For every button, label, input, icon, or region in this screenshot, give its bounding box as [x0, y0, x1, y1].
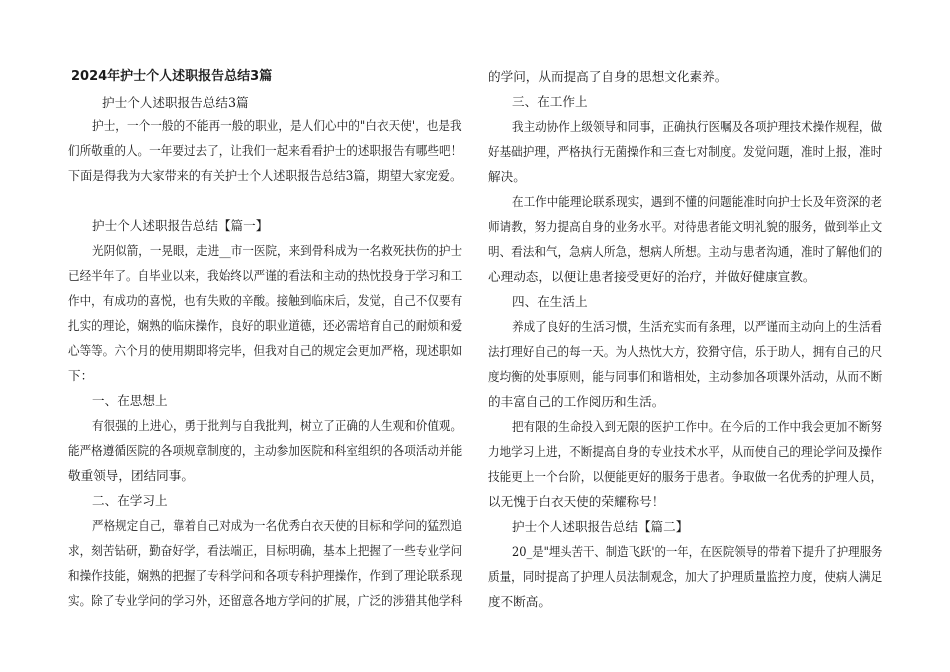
intro-line: 下面是得我为大家带来的有关护士个人述职报告总结3篇，期望大家宠爱。 [68, 168, 463, 183]
paragraph-line: 心等等。六个月的使用期即将完毕，但我对自己的规定会更加严格，现述职如 [68, 343, 463, 358]
paragraph-line: 度不断高。 [488, 594, 551, 609]
paragraph-line: 我主动协作上级领导和同事，正确执行医嘱及各项护理技术操作规程，做 [512, 119, 882, 134]
intro-line: 们所敬重的人。一年要过去了，让我们一起来看看护士的述职报告有哪些吧！ [68, 143, 463, 158]
subheading-study: 二、在学习上 [92, 493, 168, 508]
paragraph-line: 度均衡的处事原则，能与同事们和谐相处，主动参加各项课外活动，从而不断 [488, 369, 883, 384]
subheading-work: 三、在工作上 [512, 94, 588, 109]
document-title: 2024年护士个人述职报告总结3篇 [71, 69, 273, 84]
paragraph-line: 以无愧于白衣天使的荣耀称号！ [488, 494, 665, 509]
paragraph-line: 的学问，从而提高了自身的思想文化素养。 [488, 69, 728, 84]
paragraph-line: 扎实的理论，娴熟的临床操作，良好的职业道德，还必需培育自己的耐烦和爱 [68, 318, 463, 333]
paragraph-line: 20_是"埋头苦干、制造飞跃'的一年，在医院领导的带着下提升了护理服务 [512, 544, 883, 559]
paragraph-line: 在工作中能理论联系现实，遇到不懂的问题能准时向护士长及年资深的老 [512, 194, 882, 209]
paragraph-line: 技能更上一个台阶，以便能更好的服务于患者。争取做一名优秀的护理人员， [488, 469, 883, 484]
intro-line: 护士，一个一般的不能再一般的职业，是人们心中的"白衣天使'，也是我 [92, 118, 462, 133]
paragraph-line: 解决。 [488, 169, 526, 184]
paragraph-line: 把有限的生命投入到无限的医护工作中。在今后的工作中我会更加不断努 [512, 419, 882, 434]
paragraph-line: 质量，同时提高了护理人员法制观念，加大了护理质量监控力度，使病人满足 [488, 569, 883, 584]
paragraph-line: 的丰富自己的工作阅历和生活。 [488, 394, 665, 409]
paragraph-line: 力地学习上进，不断提高自身的专业技术水平，从而使自己的理论学问及操作 [488, 444, 883, 459]
paragraph-line: 严格规定自己，靠着自己对成为一名优秀白衣天使的目标和学问的猛烈追 [92, 518, 462, 533]
paragraph-line: 下： [68, 368, 94, 383]
section-heading-part2: 护士个人述职报告总结【篇二】 [512, 519, 689, 534]
paragraph-line: 光阴似箭，一晃眼，走进__市一医院，来到骨科成为一名救死扶伤的护士 [92, 243, 462, 258]
subheading-life: 四、在生活上 [512, 294, 588, 309]
paragraph-line: 养成了良好的生活习惯，生活充实而有条理，以严谨而主动向上的生活看 [512, 319, 882, 334]
paragraph-line: 求，刻苦钻研，勤奋好学，看法端正，目标明确，基本上把握了一些专业学问 [68, 543, 463, 558]
paragraph-line: 明、看法和气，急病人所急，想病人所想。主动与患者沟通，准时了解他们的 [488, 244, 883, 259]
paragraph-line: 实。除了专业学问的学习外，还留意各地方学问的扩展，广泛的涉猎其他学科 [68, 593, 463, 608]
paragraph-line: 作中，有成功的喜悦，也有失败的辛酸。接触到临床后，发觉，自己不仅要有 [68, 293, 463, 308]
paragraph-line: 能严格遵循医院的各项规章制度的，主动参加医院和科室组织的各项活动并能 [68, 443, 463, 458]
subheading-thought: 一、在思想上 [92, 393, 168, 408]
paragraph-line: 心理动态，以便让患者接受更好的治疗，并做好健康宣教。 [488, 269, 816, 284]
paragraph-line: 和操作技能，娴熟的把握了专科学问和各项专科护理操作，作到了理论联系现 [68, 568, 463, 583]
section-heading-part1: 护士个人述职报告总结【篇一】 [92, 218, 269, 233]
paragraph-line: 师请教，努力提高自身的业务水平。对待患者能文明礼貌的服务，做到举止文 [488, 219, 883, 234]
paragraph-line: 法打理好自己的每一天。为人热忱大方，狡猾守信，乐于助人，拥有自己的尺 [488, 344, 883, 359]
paragraph-line: 有很强的上进心，勇于批判与自我批判，树立了正确的人生观和价值观。 [92, 418, 462, 433]
paragraph-line: 好基础护理，严格执行无菌操作和三查七对制度。发觉问题，准时上报，准时 [488, 144, 883, 159]
paragraph-line: 敬重领导，团结同事。 [68, 468, 194, 483]
subtitle: 护士个人述职报告总结3篇 [102, 95, 249, 110]
paragraph-line: 已经半年了。自毕业以来，我始终以严谨的看法和主动的热忱投身于学习和工 [68, 268, 463, 283]
